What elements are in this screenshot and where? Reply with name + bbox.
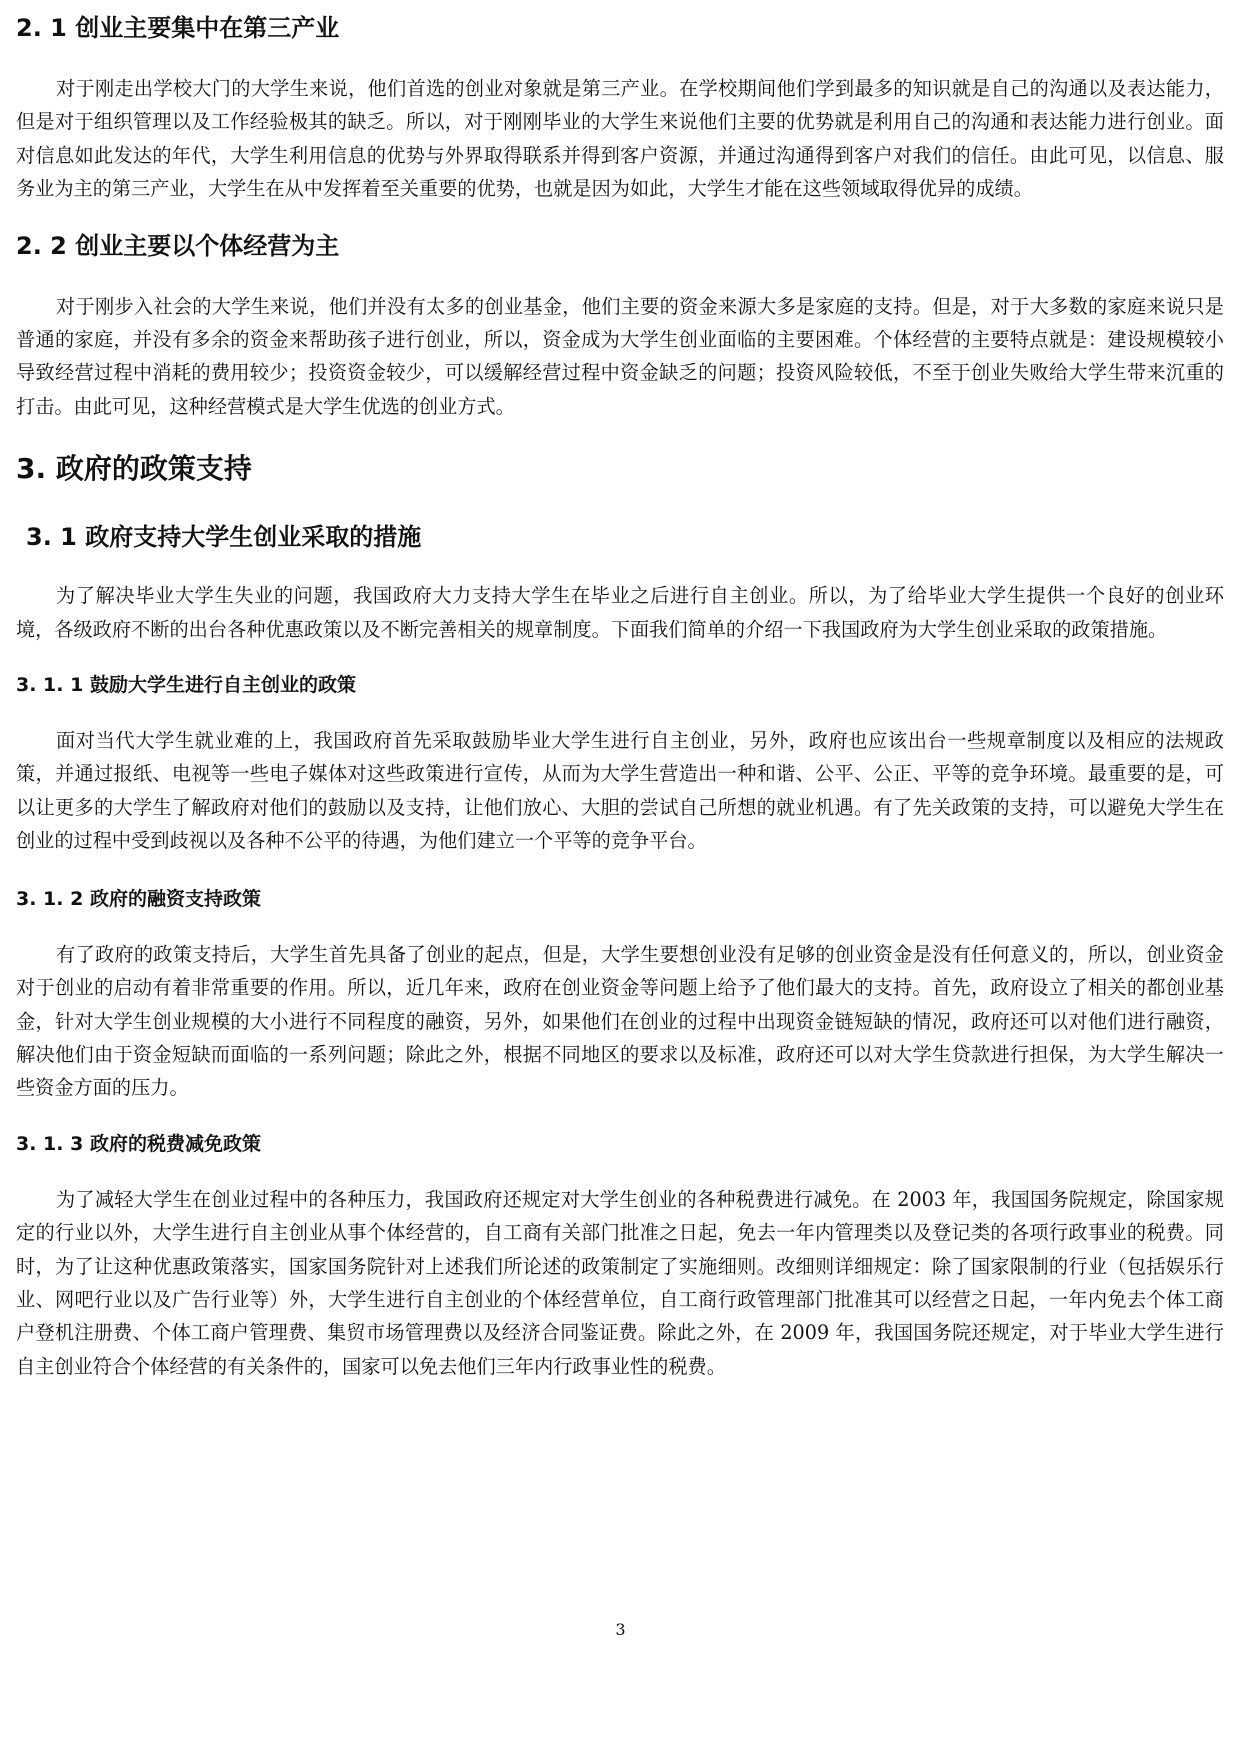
paragraph-2-2: 对于刚步入社会的大学生来说，他们并没有太多的创业基金，他们主要的资金来源大多是家庭的支持。但是，对于大多数的家庭来说只是普通的家庭，并没有多余的资金来帮助孩子进行创业，所以，资金成为大学生创业面临的主要困难。个体经营的主要特点就是：建设规模较小导致经营过程中消耗的费用较少；投资资金较少，可以缓解经营过程中资金缺乏的问题；投资风险较低，不至于创业失败给大学生带来沉重的打击。由此可见，这种经营模式是大学生优选的创业方式。: [16, 294, 1224, 418]
paragraph-2-1: 对于刚走出学校大门的大学生来说，他们首选的创业对象就是第三产业。在学校期间他们学到最多的知识就是自己的沟通以及表达能力，但是对于组织管理以及工作经验极其的缺乏。所以，对于刚刚毕业的大学生来说他们主要的优势就是利用自己的沟通和表达能力进行创业。面对信息如此发达的年代，大学生利用信息的优势与外界取得联系并得到客户资源，并通过沟通得到客户对我们的信任。由此可见，以信息、服务业为主的第三产业，大学生在从中发挥着至关重要的优势，也就是因为如此，大学生才能在这些领域取得优异的成绩。: [16, 77, 1224, 201]
paragraph-3-1-1: 面对当代大学生就业难的上，我国政府首先采取鼓励毕业大学生进行自主创业，另外，政府也应该出台一些规章制度以及相应的法规政策，并通过报纸、电视等一些电子媒体对这些政策进行宣传，从而为大学生营造出一种和谐、公平、公正、平等的竞争环境。最重要的是，可以让更多的大学生了解政府对他们的鼓励以及支持，让他们放心、大胆的尝试自己所想的就业机遇。有了先关政策的支持，可以避免大学生在创业的过程中受到歧视以及各种不公平的待遇，为他们建立一个平等的竞争平台。: [16, 729, 1224, 853]
paragraph-3-1: 为了解决毕业大学生失业的问题，我国政府大力支持大学生在毕业之后进行自主创业。所以，为了给毕业大学生提供一个良好的创业环境，各级政府不断的出台各种优惠政策以及不断完善相关的规章制度。下面我们简单的介绍一下我国政府为大学生创业采取的政策措施。: [16, 584, 1224, 641]
heading-2-2: 2. 2 创业主要以个体经营为主: [16, 231, 340, 260]
heading-3-1-1: 3. 1. 1 鼓励大学生进行自主创业的政策: [16, 674, 356, 697]
heading-3-1: 3. 1 政府支持大学生创业采取的措施: [26, 523, 422, 552]
heading-3-1-2: 3. 1. 2 政府的融资支持政策: [16, 887, 261, 910]
document-page: [16, 10, 1224, 1383]
paragraph-3-1-3: 为了减轻大学生在创业过程中的各种压力，我国政府还规定对大学生创业的各种税费进行减免。在 2003 年，我国国务院规定，除国家规定的行业以外，大学生进行自主创业从事个体经营的，自工商有关部门批准之日起，免去一年内管理类以及登记类的各项行政事业的税费。同时，为了让这种优惠政策落实，国家国务院针对上述我们所论述的政策制定了实施细则。改细则详细规定：除了国家限制的行业（包括娱乐行业、网吧行业以及广告行业等）外，大学生进行自主创业的个体经营单位，自工商行政管理部门批准其可以经营之日起，一年内免去个体工商户登机注册费、个体工商户管理费、集贸市场管理费以及经济合同鉴证费。除此之外，在 2009 年，我国国务院还规定，对于毕业大学生进行自主创业符合个体经营的有关条件的，国家可以免去他们三年内行政事业性的税费。: [16, 1187, 1224, 1378]
heading-3-1-3: 3. 1. 3 政府的税费减免政策: [16, 1132, 261, 1155]
page-number: 3: [615, 1620, 626, 1639]
paragraph-3-1-2: 有了政府的政策支持后，大学生首先具备了创业的起点，但是，大学生要想创业没有足够的创业资金是没有任何意义的，所以，创业资金对于创业的启动有着非常重要的作用。所以，近几年来，政府在创业资金等问题上给予了他们最大的支持。首先，政府设立了相关的都创业基金，针对大学生创业规模的大小进行不同程度的融资，另外，如果他们在创业的过程中出现资金链短缺的情况，政府还可以对他们进行融资，解决他们由于资金短缺而面临的一系列问题；除此之外，根据不同地区的要求以及标准，政府还可以对大学生贷款进行担保，为大学生解决一些资金方面的压力。: [16, 942, 1224, 1100]
heading-2-1: 2. 1 创业主要集中在第三产业: [16, 14, 340, 42]
heading-3: 3. 政府的政策支持: [16, 452, 252, 486]
